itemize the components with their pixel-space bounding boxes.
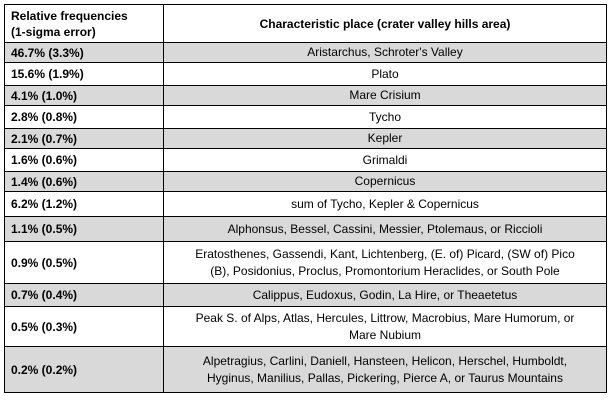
table-row (5, 129, 607, 149)
frequency-cell: 15.6% (1.9%) (5, 63, 164, 86)
place-line: Grimaldi (362, 152, 408, 167)
place-line: Plato (371, 66, 399, 81)
place-cell (164, 43, 607, 63)
place-cell (164, 129, 607, 149)
header-frequency-line1: Relative frequencies (11, 8, 128, 23)
table-row (5, 63, 607, 86)
table-row (5, 347, 607, 393)
place-line: sum of Tycho, Kepler & Copernicus (291, 196, 479, 211)
place-line: Eratosthenes, Gassendi, Kant, Lichtenberg, (E. of) Picard, (SW of) Pico (195, 246, 575, 261)
table-row (5, 149, 607, 172)
header-row (5, 5, 607, 43)
frequency-table (4, 4, 607, 393)
place-line: Alphonsus, Bessel, Cassini, Messier, Ptolemaus, or Riccioli (227, 221, 543, 236)
place-line: Aristarchus, Schroter's Valley (307, 45, 463, 59)
place-cell (164, 172, 607, 192)
place-line: Alpetragius, Carlini, Daniell, Hansteen, Helicon, Herschel, Humboldt, (202, 353, 568, 368)
frequency-cell: 0.2% (0.2%) (5, 347, 164, 393)
place-line: Peak S. of Alps, Atlas, Hercules, Littrow, Macrobius, Mare Humorum, or (195, 310, 575, 325)
frequency-cell: 0.7% (0.4%) (5, 284, 164, 307)
place-line: Mare Crisium (349, 88, 421, 102)
place-line: Calippus, Eudoxus, Godin, La Hire, or Theaetetus (252, 287, 518, 302)
header-frequency-line2: (1-sigma error) (11, 24, 96, 39)
place-cell (164, 347, 607, 393)
header-frequency (5, 5, 164, 43)
place-cell (164, 217, 607, 242)
header-place: Characteristic place (crater valley hills area) (164, 5, 607, 43)
table-row (5, 307, 607, 347)
table-row (5, 172, 607, 192)
frequency-cell: 1.6% (0.6%) (5, 149, 164, 172)
place-cell (164, 63, 607, 86)
place-cell (164, 149, 607, 172)
table-row (5, 43, 607, 63)
table-row (5, 217, 607, 242)
frequency-cell: 46.7% (3.3%) (5, 43, 164, 63)
place-cell (164, 106, 607, 129)
place-line: Kepler (367, 131, 403, 145)
place-line: Copernicus (354, 174, 416, 188)
place-cell (164, 192, 607, 217)
table-row (5, 242, 607, 284)
place-cell (164, 307, 607, 347)
place-cell (164, 284, 607, 307)
place-line: Tycho (368, 109, 401, 124)
frequency-cell: 2.8% (0.8%) (5, 106, 164, 129)
place-cell (164, 86, 607, 106)
frequency-cell: 1.4% (0.6%) (5, 172, 164, 192)
place-line: Mare Nubium (348, 327, 422, 342)
frequency-cell: 2.1% (0.7%) (5, 129, 164, 149)
place-cell (164, 242, 607, 284)
place-line: Hyginus, Manilius, Pallas, Pickering, Pierce A, or Taurus Mountains (207, 370, 563, 385)
table-row (5, 106, 607, 129)
place-line: (B), Posidonius, Proclus, Promontorium Heraclides, or South Pole (210, 263, 560, 278)
frequency-cell: 1.1% (0.5%) (5, 217, 164, 242)
table-row (5, 192, 607, 217)
table-row (5, 284, 607, 307)
frequency-cell: 0.5% (0.3%) (5, 307, 164, 347)
frequency-cell: 6.2% (1.2%) (5, 192, 164, 217)
frequency-cell: 4.1% (1.0%) (5, 86, 164, 106)
frequency-cell: 0.9% (0.5%) (5, 242, 164, 284)
table-row (5, 86, 607, 106)
